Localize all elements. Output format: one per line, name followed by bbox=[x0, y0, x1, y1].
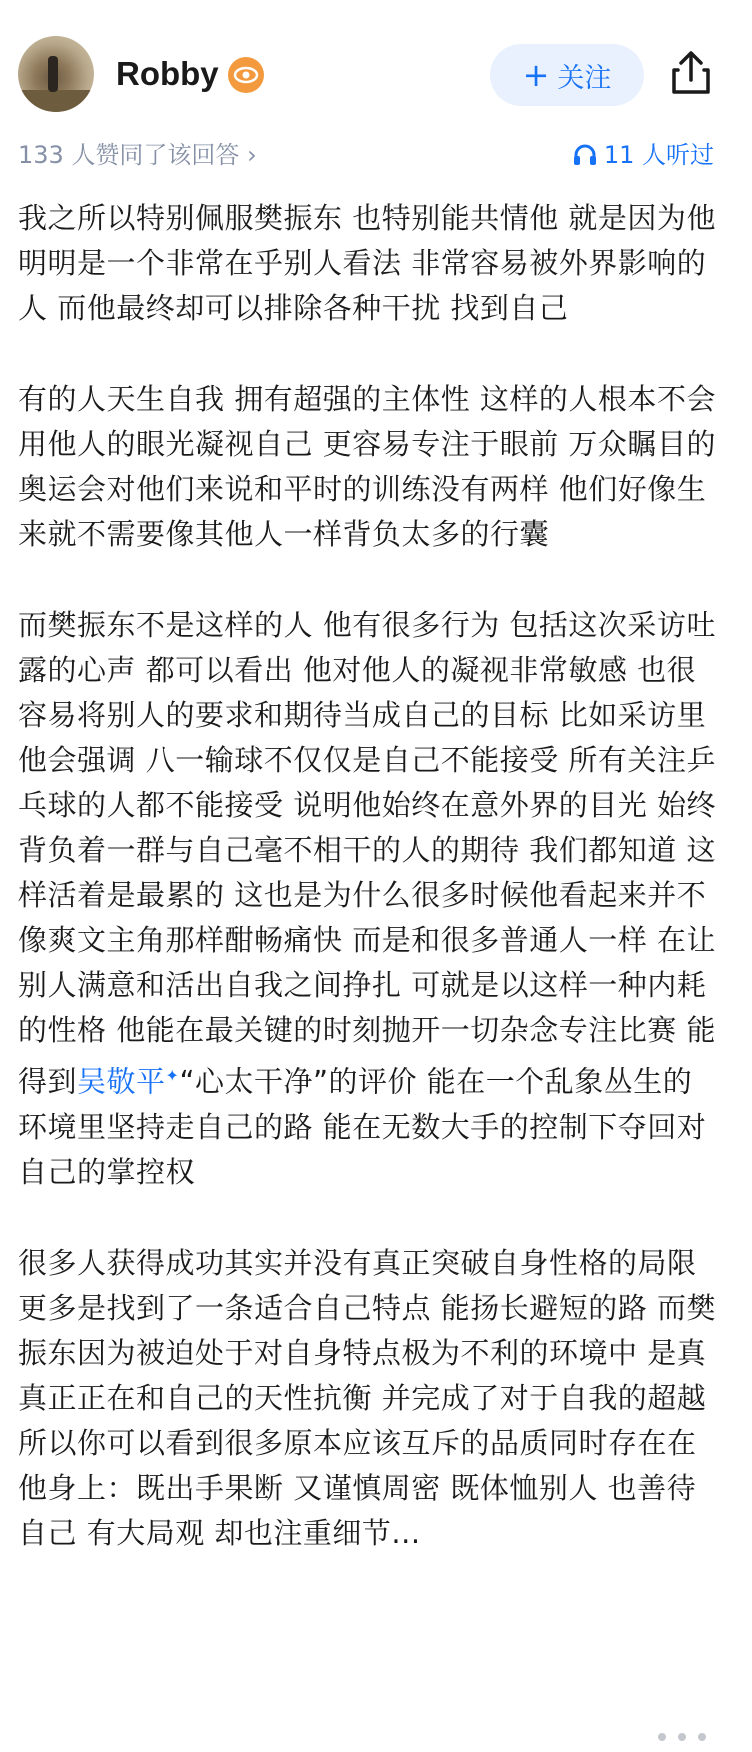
person-link[interactable]: 吴敬平 bbox=[77, 1064, 166, 1099]
plus-icon: + bbox=[522, 56, 550, 94]
listens-count: 11 人听过 bbox=[603, 141, 714, 169]
answer-content bbox=[18, 196, 718, 1602]
chevron-right-icon: › bbox=[247, 141, 257, 169]
link-star-icon: ✦ bbox=[165, 1066, 180, 1085]
paragraph: 我之所以特别佩服樊振东 也特别能共情他 就是因为他明明是一个非常在乎别人看法 非常容易被外界影响的人 而他最终却可以排除各种干扰 找到自己 bbox=[18, 201, 716, 325]
paragraph: 很多人获得成功其实并没有真正突破自身性格的局限 更多是找到了一条适合自己特点 能扬长避短的路 而樊振东因为被迫处于对自身特点极为不利的环境中 是真真正正在和自己的天性抗衡 并完成了对于自我的超越 所以你可以看到很多原本应该互斥的品质同时存在在他身上：既出手果断 又谨慎周密 既体恤别人 也善待自己 有大局观 却也注重细节... bbox=[18, 1245, 716, 1550]
paragraph bbox=[18, 603, 718, 1195]
paragraph: 有的人天生自我 拥有超强的主体性 这样的人根本不会用他人的眼光凝视自己 更容易专注于眼前 万众瞩目的奥运会对他们来说和平时的训练没有两样 他们好像生来就不需要像其他人一样背负太多的行囊 bbox=[18, 382, 716, 551]
author-name[interactable]: Robby bbox=[116, 55, 219, 92]
listens-link[interactable] bbox=[572, 138, 714, 172]
likes-link[interactable] bbox=[18, 138, 257, 172]
likes-count: 133 人赞同了该回答 bbox=[18, 141, 240, 169]
paragraph-text: “心太干净”的评价 能在一个乱象丛生的环境里坚持走自己的路 能在无数大手的控制下夺回对自己的掌控权 bbox=[18, 1064, 707, 1189]
eye-badge-icon bbox=[228, 57, 264, 93]
answer-header bbox=[0, 0, 752, 140]
headphones-icon bbox=[572, 142, 598, 168]
paragraph-text: 而樊振东不是这样的人 他有很多行为 包括这次采访吐露的心声 都可以看出 他对他人的凝视非常敏感 也很容易将别人的要求和期待当成自己的目标 比如采访里 他会强调 八一输球不仅仅是自己不能接受 所有关注乒乓球的人都不能接受 说明他始终在意外界的目光 始终背负着一群与自己毫不相干的人的期待 我们都知道 这样活着是最累的 这也是为什么很多时候他看起来并不像爽文主角那样酣畅痛快 而是和很多普通人一样 在让别人满意和活出自我之间挣扎 可就是以这样一种内耗的性格 他能在最关键的时刻抛开一切杂念专注比赛 能得到 bbox=[18, 608, 716, 1099]
share-icon[interactable] bbox=[670, 50, 712, 96]
follow-label: 关注 bbox=[557, 62, 612, 94]
avatar-ground bbox=[18, 90, 94, 112]
avatar-figure bbox=[48, 56, 58, 92]
avatar[interactable] bbox=[18, 36, 94, 112]
more-dots-icon bbox=[652, 1726, 742, 1744]
follow-button[interactable] bbox=[490, 44, 644, 106]
